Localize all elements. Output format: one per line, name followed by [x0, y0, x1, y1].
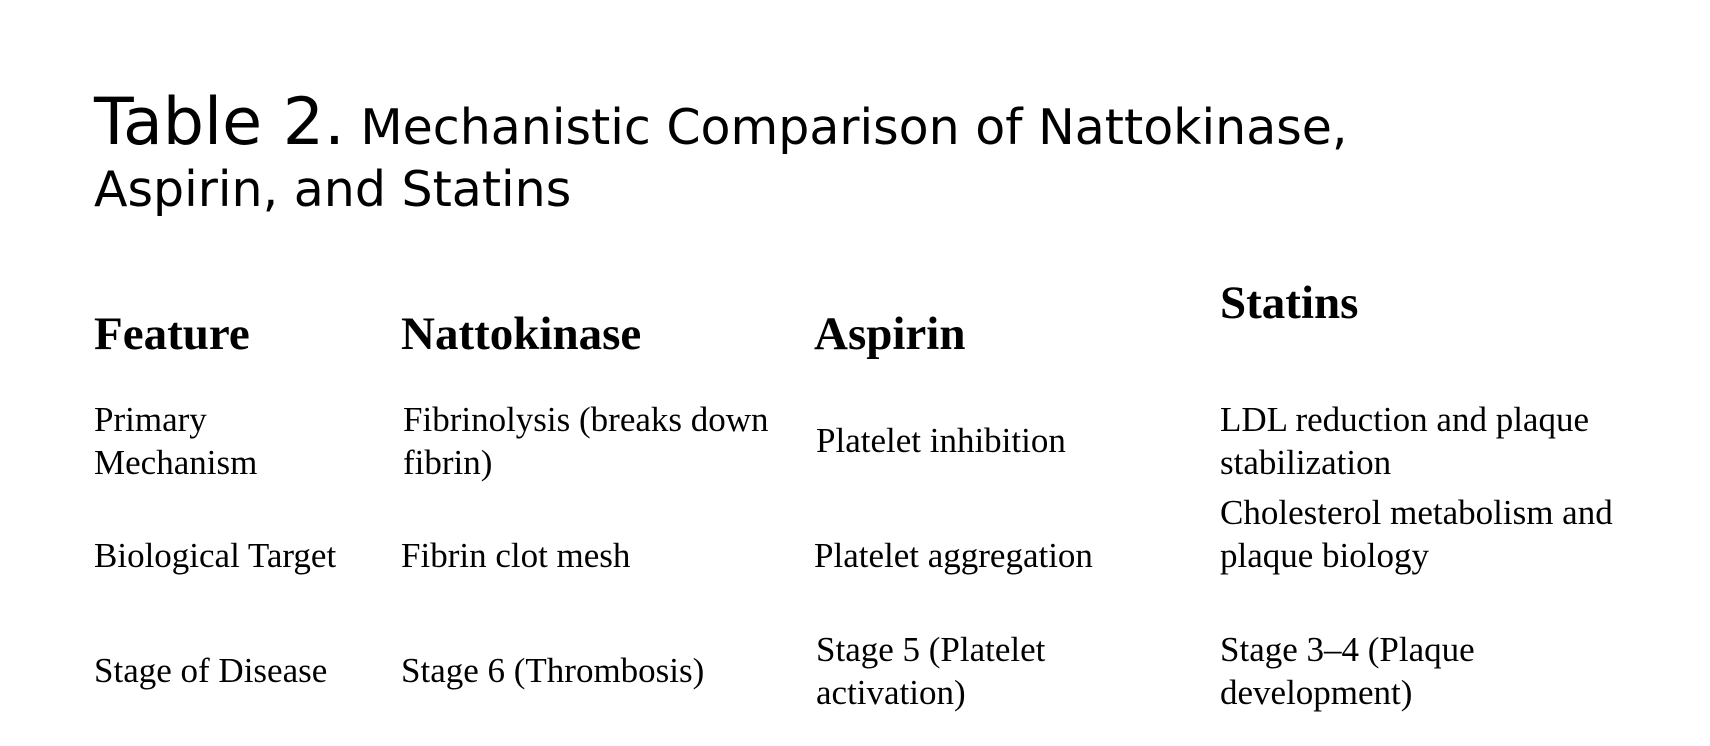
table-cell: Fibrinolysis (breaks down fibrin)	[403, 400, 769, 482]
table-number: Table 2.	[94, 85, 345, 160]
header-aspirin: Aspirin	[814, 308, 966, 360]
table-cell: Platelet aggregation	[814, 536, 1093, 575]
table-cell: LDL reduction and plaque stabilization	[1220, 400, 1589, 482]
table-cell: Primary Mechanism	[94, 400, 258, 482]
table-cell: Stage 3–4 (Plaque development)	[1220, 630, 1475, 712]
table-cell: Cholesterol metabolism and plaque biology	[1220, 493, 1613, 575]
header-statins: Statins	[1220, 277, 1359, 329]
table-cell: Fibrin clot mesh	[401, 536, 631, 575]
table-cell: Platelet inhibition	[816, 421, 1066, 460]
header-nattokinase: Nattokinase	[401, 308, 642, 360]
table-caption: Mechanistic Comparison of Nattokinase, Aspirin, and Statins	[94, 99, 1348, 218]
table-cell: Biological Target	[94, 536, 337, 575]
table-title	[94, 85, 1514, 221]
table-cell: Stage 5 (Platelet activation)	[816, 630, 1046, 712]
header-feature: Feature	[94, 308, 250, 360]
table-cell: Stage 6 (Thrombosis)	[401, 651, 705, 690]
table-cell: Stage of Disease	[94, 651, 328, 690]
